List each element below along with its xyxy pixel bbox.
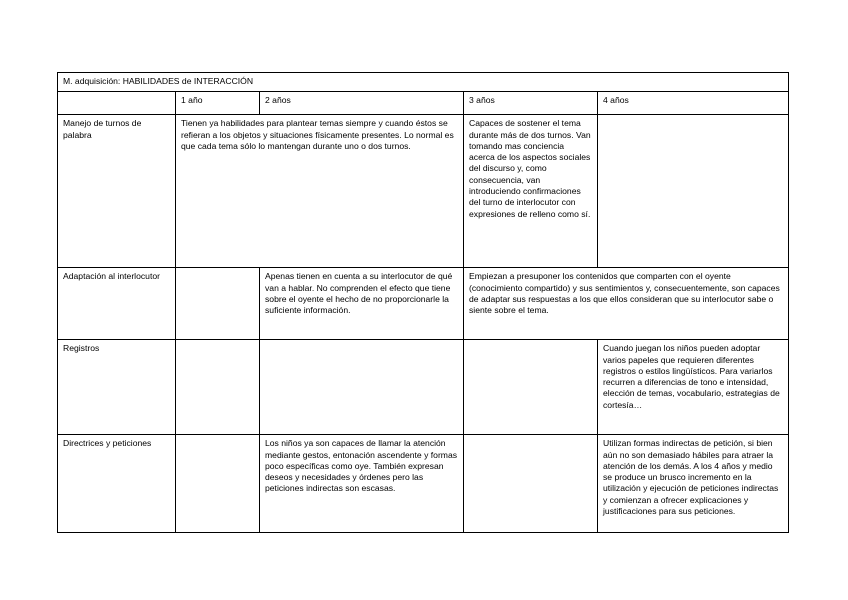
cell-adaptacion-3-4: Empiezan a presuponer los contenidos que comparten con el oyente (conocimiento compartido) y sus sentimientos y, consecuentemente, son capaces de adaptar sus respuestas a los que ellos consideran que su interlocutor sabe o siente sobre el tema. [464, 268, 789, 340]
cell-turnos-3: Capaces de sostener el tema durante más de dos turnos. Van tomando mas conciencia acerca de los aspectos sociales del discurso y, como consecuencia, van introduciendo confirmaciones del turno de interlocutor con expresiones de relleno como sí. [464, 115, 598, 268]
table-row [58, 340, 789, 435]
cell-directrices-1 [176, 435, 260, 533]
cell-directrices-2: Los niños ya son capaces de llamar la atención mediante gestos, entonación ascendente y formas poco específicas como oye. También expresan deseos y necesidades y órdenes pero las peticiones indirectas son escasas. [260, 435, 464, 533]
cell-registros-3 [464, 340, 598, 435]
row-label-turnos: Manejo de turnos de palabra [58, 115, 176, 268]
table-row [58, 435, 789, 533]
acquisition-table [57, 72, 789, 533]
cell-turnos-4 [598, 115, 789, 268]
cell-turnos-1-2: Tienen ya habilidades para plantear temas siempre y cuando éstos se refieran a los objetos y situaciones físicamente presentes. Lo normal es que cada tema sólo lo mantengan durante uno o dos turnos. [176, 115, 464, 268]
table-row [58, 268, 789, 340]
row-label-adaptacion: Adaptación al interlocutor [58, 268, 176, 340]
title-row [58, 73, 789, 92]
cell-registros-4: Cuando juegan los niños pueden adoptar varios papeles que requieren diferentes registros o estilos lingüísticos. Para variarlos recurren a diferencias de tono e intensidad, elección de temas, vocabulario, estrategias de cortesía… [598, 340, 789, 435]
cell-registros-2 [260, 340, 464, 435]
cell-registros-1 [176, 340, 260, 435]
row-label-registros: Registros [58, 340, 176, 435]
header-2-years: 2 años [260, 92, 464, 115]
cell-directrices-4: Utilizan formas indirectas de petición, si bien aún no son demasiado hábiles para atraer la atención de los demás. A los 4 años y medio se produce un brusco incremento en la utilización y ejecución de peticiones indirectas y comienzan a ofrecer explicaciones y justificaciones para sus peticiones. [598, 435, 789, 533]
cell-adaptacion-2: Apenas tienen en cuenta a su interlocutor de qué van a hablar. No comprenden el efecto que tiene sobre el oyente el hecho de no proporcionarle la suficiente información. [260, 268, 464, 340]
header-empty [58, 92, 176, 115]
table-title: M. adquisición: HABILIDADES de INTERACCIÓN [58, 73, 789, 92]
table-row [58, 115, 789, 268]
cell-directrices-3 [464, 435, 598, 533]
header-4-years: 4 años [598, 92, 789, 115]
header-1-year: 1 año [176, 92, 260, 115]
header-row [58, 92, 789, 115]
header-3-years: 3 años [464, 92, 598, 115]
cell-adaptacion-1 [176, 268, 260, 340]
row-label-directrices: Directrices y peticiones [58, 435, 176, 533]
